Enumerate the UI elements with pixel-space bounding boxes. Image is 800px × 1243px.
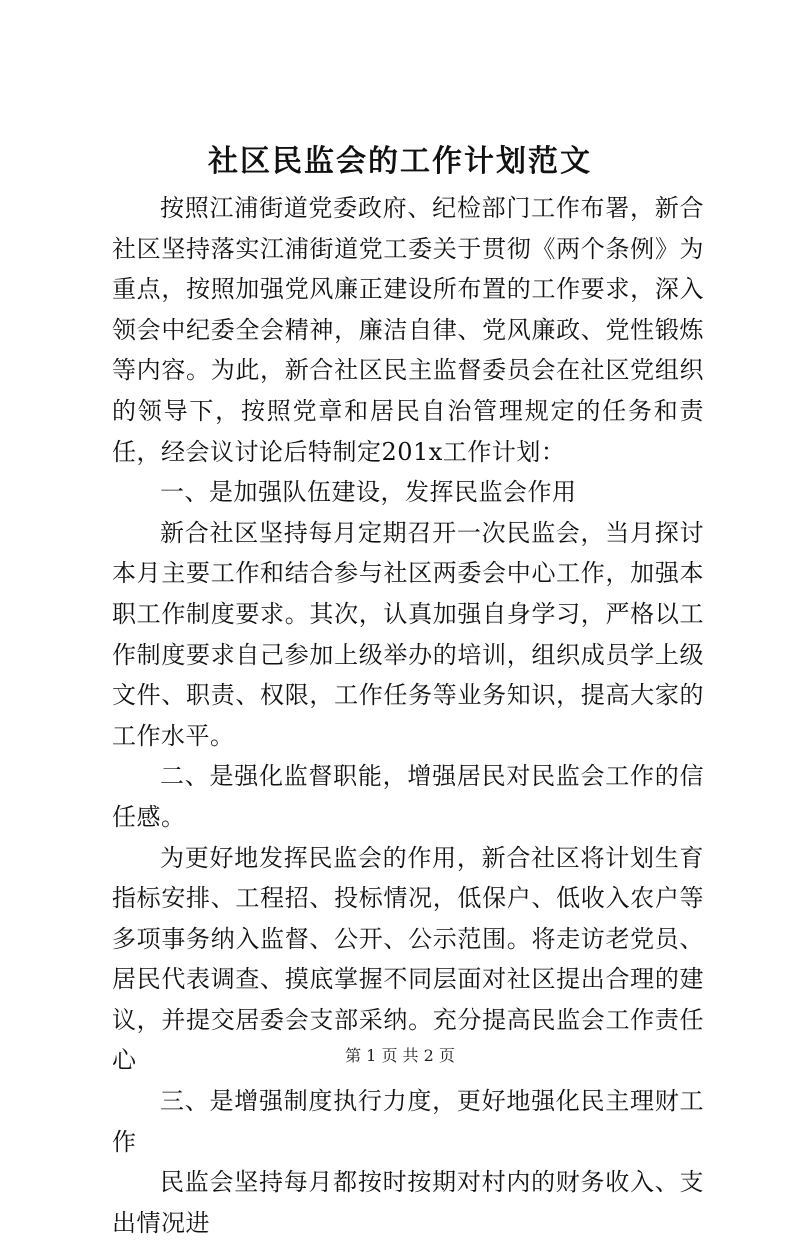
document-body [112, 188, 704, 1243]
section-heading-2: 二、是强化监督职能，增强居民对民监会工作的信任感。 [112, 762, 704, 831]
paragraph-section-2: 为更好地发挥民监会的作用，新合社区将计划生育指标安排、工程招、投标情况，低保户、低收入农户等多项事务纳入监督、公开、公示范围。将走访老党员、居民代表调查、摸底掌握不同层面对社区提出合理的建议，并提交居委会支部采纳。充分提高民监会工作责任心 [112, 843, 704, 1075]
section-heading-1: 一、是加强队伍建设，发挥民监会作用 [160, 478, 577, 507]
paragraph-section-1: 新合社区坚持每月定期召开一次民监会，当月探讨本月主要工作和结合参与社区两委会中心工作，加强本职工作制度要求。其次，认真加强自身学习，严格以工作制度要求自己参加上级举办的培训，组织成员学上级文件、职责、权限，工作任务等业务知识，提高大家的工作水平。 [112, 518, 704, 750]
paragraph-section-3: 民监会坚持每月都按时按期对村内的财务收入、支出情况进 [112, 1168, 704, 1237]
section-heading-3: 三、是增强制度执行力度，更好地强化民主理财工作 [112, 1087, 704, 1156]
page-number-footer: 第 1 页 共 2 页 [345, 1046, 455, 1065]
document-title: 社区民监会的工作计划范文 [208, 144, 592, 179]
paragraph-intro: 按照江浦街道党委政府、纪检部门工作布署，新合社区坚持落实江浦街道党工委关于贯彻《两个条例》为重点，按照加强党风廉正建设所布置的工作要求，深入领会中纪委全会精神，廉洁自律、党风廉政、党性锻炼等内容。为此，新合社区民主监督委员会在社区党组织的领导下，按照党章和居民自治管理规定的任务和责任，经会议讨论后特制定201x工作计划： [112, 194, 704, 466]
